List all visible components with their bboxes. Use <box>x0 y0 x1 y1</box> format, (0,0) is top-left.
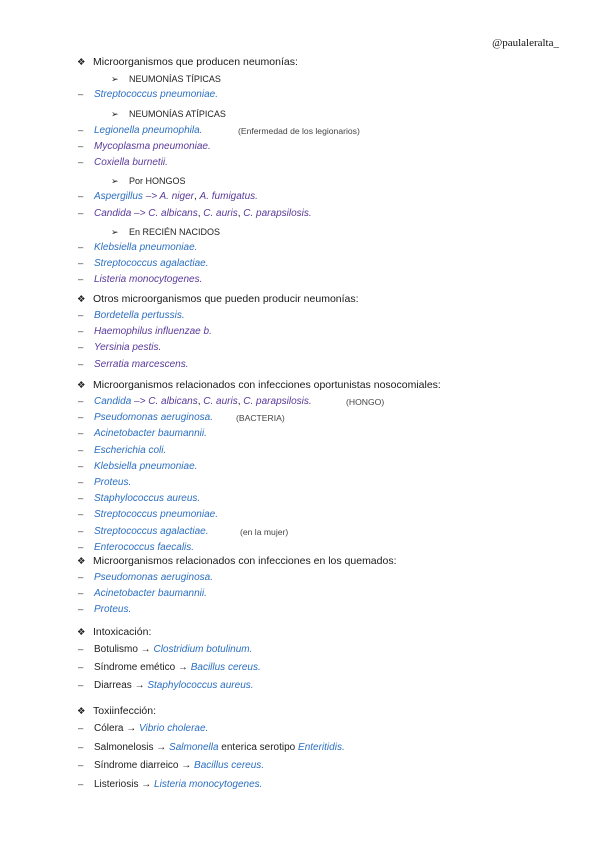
arrow-text: –> <box>142 191 160 203</box>
section-nosocomiales <box>0 377 600 556</box>
organism-note: (BACTERIA) <box>236 413 285 424</box>
organism-name: Acinetobacter baumannii <box>94 588 205 600</box>
organism-name: Pseudomonas aeruginosa <box>94 412 211 424</box>
punctuation: . <box>199 124 203 136</box>
punctuation: . <box>261 760 265 771</box>
species-name: A. niger <box>159 191 194 203</box>
list-item: – Candida –> C. albicans, C. auris, C. parapsilosis. (HONGO) <box>0 394 600 410</box>
arrowhead-bullet-icon: ➢ <box>111 226 119 237</box>
section-otros <box>0 291 600 373</box>
dash-bullet: – <box>78 723 84 734</box>
organism-name: Bacillus cereus <box>194 760 262 771</box>
organism-name: Yersinia pestis <box>94 342 159 354</box>
section-title: Microorganismos relacionados con infecciones oportunistas nosocomiales: <box>93 379 441 391</box>
list-item <box>0 240 600 256</box>
dash-bullet: – <box>78 258 84 270</box>
list-item <box>0 308 600 324</box>
subheading-label: Por HONGOS <box>129 176 186 187</box>
species-name: C. albicans <box>148 396 198 407</box>
section-title: Microorganismos relacionados con infecciones en los quemados: <box>93 555 397 567</box>
dash-bullet: – <box>78 680 84 691</box>
list-item <box>0 524 600 540</box>
punctuation: . <box>185 358 189 370</box>
list-item <box>0 139 600 155</box>
punctuation: . <box>255 191 258 203</box>
section-heading <box>0 291 600 308</box>
organism-name: Streptococcus agalactiae <box>94 258 206 270</box>
list-item <box>0 340 600 356</box>
dash-bullet: – <box>78 760 84 771</box>
dash-bullet: – <box>78 662 84 673</box>
list-item <box>0 720 600 739</box>
list-item <box>0 677 600 695</box>
organism-name: Legionella pneumophila <box>94 124 200 136</box>
diamond-bullet-icon: ❖ <box>77 627 86 638</box>
organism-name: Streptococcus pneumoniae <box>94 509 216 521</box>
organism-name: Klebsiella pneumoniae <box>94 241 195 253</box>
section-title: Toxiinfección: <box>93 705 157 717</box>
dash-bullet: – <box>78 156 84 168</box>
section-intoxicacion <box>0 624 600 695</box>
organism-name: Mycoplasma pneumoniae <box>94 140 208 152</box>
genus-name: Candida <box>94 396 132 407</box>
punctuation: . <box>204 588 207 600</box>
dash-bullet: – <box>78 241 84 253</box>
condition-label: Síndrome diarreico <box>94 760 179 771</box>
arrow-text: → <box>137 644 154 655</box>
list-item <box>0 459 600 475</box>
organism-name: Escherichia coli <box>94 444 164 456</box>
arrowhead-bullet-icon: ➢ <box>111 176 119 187</box>
condition-label: Diarreas <box>94 680 132 691</box>
author-handle: @paulaleralta_ <box>492 37 559 49</box>
organism-name: Bacillus cereus <box>190 662 258 673</box>
section-heading <box>0 54 600 71</box>
diamond-bullet-icon: ❖ <box>77 294 86 305</box>
list-item <box>0 87 600 103</box>
list-item <box>0 324 600 340</box>
genus-name: Candida <box>94 207 132 219</box>
dash-bullet: – <box>78 428 84 440</box>
punctuation: . <box>250 680 254 691</box>
dash-bullet: – <box>78 124 84 136</box>
species-name: C. parapsilosis <box>243 396 309 407</box>
organism-name: Streptococcus pneumoniae <box>94 89 216 101</box>
punctuation: . <box>163 444 167 456</box>
subheading-label: En RECIÉN NACIDOS <box>129 226 221 237</box>
dash-bullet: – <box>78 140 84 152</box>
arrowhead-bullet-icon: ➢ <box>111 109 119 120</box>
punctuation: . <box>259 778 263 790</box>
punctuation: . <box>158 342 162 354</box>
list-item <box>0 602 600 618</box>
list-item <box>0 757 600 776</box>
section-title: Microorganismos que producen neumonías: <box>93 56 298 68</box>
organism-name: Bordetella pertussis <box>94 310 182 321</box>
dash-bullet: – <box>78 741 84 753</box>
punctuation: . <box>204 428 207 440</box>
organism-name: Staphylococcus aureus <box>94 493 198 505</box>
organism-name: Clostridium botulinum <box>153 644 250 655</box>
genus-name: Aspergillus <box>94 191 143 203</box>
punctuation: . <box>194 241 198 253</box>
list-item: – Aspergillus –> A. niger, A. fumigatus. <box>0 189 600 205</box>
section-toxiinfeccion <box>0 703 600 794</box>
punctuation: . <box>210 412 213 424</box>
organism-name: Klebsiella pneumoniae <box>94 460 195 472</box>
list-item <box>0 256 600 272</box>
dash-bullet: – <box>78 207 84 219</box>
condition-label: Listeriosis <box>94 778 139 790</box>
diamond-bullet-icon: ❖ <box>77 57 86 68</box>
organism-name: Haemophilus influenzae b <box>94 326 210 338</box>
organism-name: Coxiella burnetii <box>94 156 166 168</box>
dash-bullet: – <box>78 588 84 600</box>
organism-note: (Enfermedad de los legionarios) <box>238 125 360 136</box>
organism-name: Proteus <box>94 476 129 488</box>
species-name: C. parapsilosis <box>243 207 309 219</box>
list-item <box>0 507 600 523</box>
punctuation: . <box>215 509 218 521</box>
dash-bullet: – <box>78 541 84 553</box>
diamond-bullet-icon: ❖ <box>77 380 86 391</box>
list-item <box>0 641 600 659</box>
subheading-label: NEUMONÍAS TÍPICAS <box>129 74 221 84</box>
dash-bullet: – <box>78 444 84 456</box>
section-heading <box>0 624 600 641</box>
species-name: C. auris <box>203 207 238 219</box>
arrow-text: –> <box>131 396 149 407</box>
section-quemados <box>0 553 600 619</box>
species-name: C. auris <box>203 396 238 407</box>
organism-name: Vibrio cholerae <box>139 723 206 734</box>
arrow-text: → <box>178 760 195 771</box>
diamond-bullet-icon: ❖ <box>77 706 86 717</box>
organism-name: Staphylococcus aureus <box>147 680 251 691</box>
punctuation: . <box>165 156 168 168</box>
punctuation: . <box>210 572 213 583</box>
dash-bullet: – <box>78 604 84 616</box>
subheading-hongos <box>0 173 600 189</box>
arrow-text: → <box>175 662 191 673</box>
dash-bullet: – <box>78 326 84 338</box>
dash-bullet: – <box>78 509 84 521</box>
section-neumonias <box>0 54 600 288</box>
dash-bullet: – <box>78 412 84 424</box>
list-item: – Candida –> C. albicans, C. auris, C. parapsilosis. <box>0 206 600 222</box>
dash-bullet: – <box>78 778 84 790</box>
condition-label: Cólera <box>94 723 124 734</box>
punctuation: . <box>191 541 195 553</box>
punctuation: . <box>249 644 253 655</box>
dash-bullet: – <box>78 493 84 505</box>
dash-bullet: – <box>78 396 84 407</box>
organism-note: (en la mujer) <box>240 526 289 537</box>
list-item <box>0 570 600 586</box>
list-item <box>0 443 600 459</box>
organism-note: (HONGO) <box>346 397 385 407</box>
list-item <box>0 123 600 139</box>
section-title: Intoxicación: <box>93 626 152 638</box>
list-item <box>0 426 600 442</box>
organism-description: enterica serotipo <box>218 741 299 753</box>
list-item <box>0 776 600 795</box>
species-name: A. fumigatus <box>199 191 256 203</box>
dash-bullet: – <box>78 476 84 488</box>
condition-label: Síndrome emético <box>94 662 176 673</box>
condition-label: Salmonelosis <box>94 741 154 753</box>
organism-name: Pseudomonas aeruginosa <box>94 572 211 583</box>
organism-name: Enterococcus faecalis <box>94 541 192 553</box>
punctuation: . <box>205 723 209 734</box>
organism-name: Listeria monocytogenes <box>94 274 200 286</box>
dash-bullet: – <box>78 358 84 370</box>
punctuation: . <box>215 89 218 101</box>
punctuation: . <box>128 476 132 488</box>
punctuation: . <box>197 493 201 505</box>
list-item <box>0 659 600 677</box>
diamond-bullet-icon: ❖ <box>77 556 86 567</box>
section-heading <box>0 703 600 720</box>
list-item <box>0 155 600 171</box>
punctuation: . <box>341 741 345 753</box>
dash-bullet: – <box>78 342 84 354</box>
genus-name: Salmonella <box>169 741 219 753</box>
list-item <box>0 410 600 426</box>
punctuation: . <box>199 274 203 286</box>
dash-bullet: – <box>78 89 84 101</box>
dash-bullet: – <box>78 525 84 537</box>
section-title: Otros microorganismos que pueden producir neumonías: <box>93 293 359 305</box>
dash-bullet: – <box>78 572 84 583</box>
list-item <box>0 586 600 602</box>
dash-bullet: – <box>78 644 84 655</box>
organism-name: Streptococcus agalactiae <box>94 525 206 537</box>
list-item <box>0 475 600 491</box>
subheading-tipicas <box>0 71 600 87</box>
subheading-atipicas <box>0 106 600 122</box>
organism-name: Serratia marcescens <box>94 358 186 370</box>
arrow-text: –> <box>131 207 149 219</box>
arrowhead-bullet-icon: ➢ <box>111 74 119 84</box>
arrow-text: → <box>123 723 140 734</box>
subheading-recien <box>0 224 600 240</box>
organism-name: Listeria monocytogenes <box>154 778 260 790</box>
punctuation: . <box>181 310 185 321</box>
section-heading <box>0 377 600 394</box>
punctuation: . <box>128 604 132 616</box>
punctuation: . <box>209 326 212 338</box>
punctuation: . <box>308 396 312 407</box>
punctuation: . <box>207 140 211 152</box>
serotype-name: Enteritidis <box>298 741 342 753</box>
species-name: C. albicans <box>148 207 198 219</box>
dash-bullet: – <box>78 191 84 203</box>
organism-name: Proteus <box>94 604 129 616</box>
punctuation: . <box>194 460 198 472</box>
list-item <box>0 272 600 288</box>
dash-bullet: – <box>78 310 84 321</box>
dash-bullet: – <box>78 274 84 286</box>
subheading-label: NEUMONÍAS ATÍPICAS <box>129 109 226 120</box>
list-item <box>0 357 600 373</box>
dash-bullet: – <box>78 460 84 472</box>
list-item <box>0 739 600 758</box>
punctuation: . <box>205 525 209 537</box>
arrow-text: → <box>153 741 170 753</box>
list-item <box>0 491 600 507</box>
punctuation: . <box>205 258 209 270</box>
arrow-text: → <box>131 680 148 691</box>
arrow-text: → <box>138 778 155 790</box>
punctuation: . <box>308 207 312 219</box>
punctuation: . <box>257 662 261 673</box>
organism-name: Acinetobacter baumannii <box>94 428 205 440</box>
condition-label: Botulismo <box>94 644 138 655</box>
section-heading <box>0 553 600 570</box>
